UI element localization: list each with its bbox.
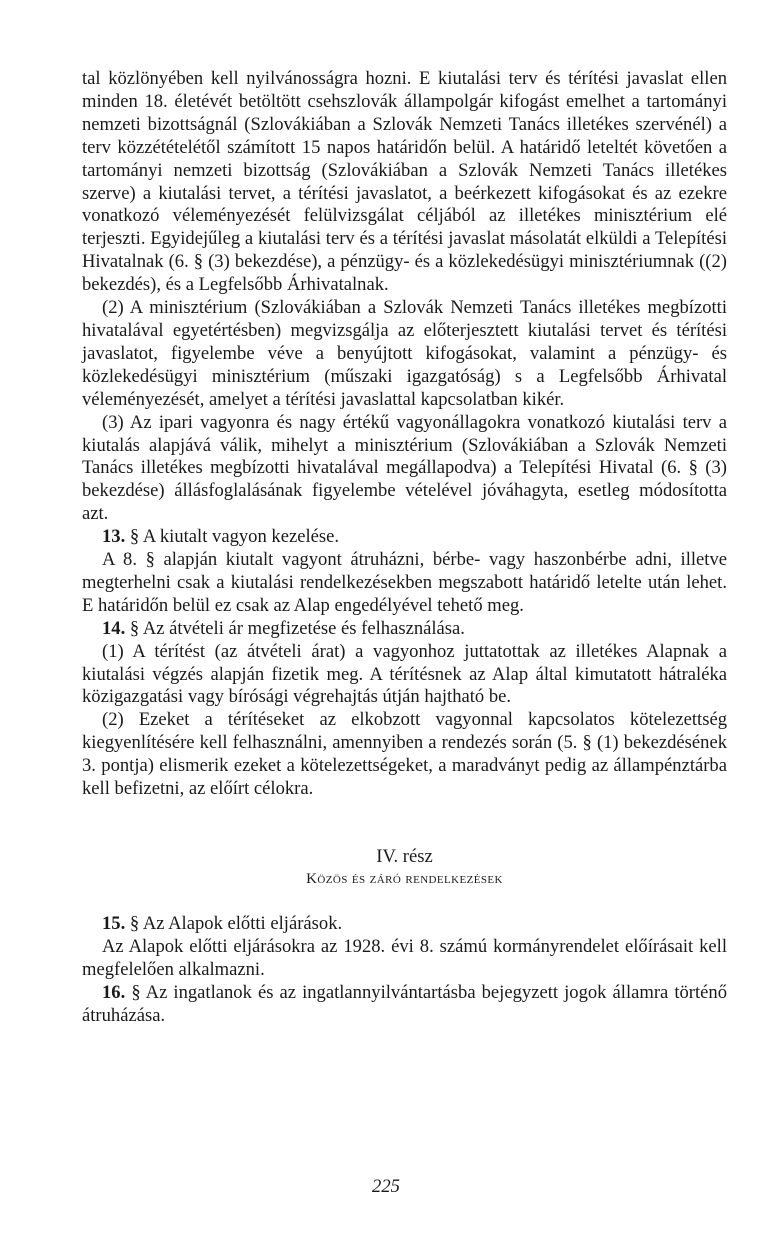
section-15-heading [82, 913, 727, 936]
section-14-heading [82, 618, 727, 641]
paragraph-3: (3) Az ipari vagyonra és nagy értékű vagyonállagokra vonatkozó kiutalási terv a kiutalás alapjává válik, mihelyt a minisztérium (Szlovákiában a Szlovák Nemzeti Tanács illetékes megbízotti hivatalával megállapodva) a Telepítési Hivatal (6. § (3) bekezdése) állásfoglalásának figyelembe vételével jóváhagyta, esetleg módosította azt. [82, 411, 727, 525]
section-13-body: A 8. § alapján kiutalt vagyont átruházni, bérbe- vagy haszonbérbe adni, illetve megterhelni csak a kiutalási rendelkezésekben megszabott határidő letelte után lehet. E határidőn belül ez csak az Alap engedélyével tehető meg. [82, 549, 727, 616]
section-14-number: 14. [102, 617, 126, 639]
section-14-paragraph-1: (1) A térítést (az átvételi árat) a vagyonhoz juttatottak az illetékes Alapnak a kiutalási végzés alapján fizetik meg. A térítésnek az Alap által kimutatott hátraléka közigazgatási vagy bírósági végrehajtás útján hajtható be. [82, 640, 727, 708]
section-13-title: § A kiutalt vagyon kezelése. [129, 526, 340, 548]
paragraph-2: (2) A minisztérium (Szlovákiában a Szlovák Nemzeti Tanács illetékes megbízotti hivatalával egyetértésben) megvizsgálja az előterjesztett kiutalási tervet és térítési javaslatot, figyelembe véve a benyújtott kifogásokat, valamint a pénzügy- és közlekedésügyi minisztérium (műszaki igazgatóság) s a Legfelsőbb Árhivatal véleményezését, amelyet a térítési javaslattal kapcsolatban kikér. [82, 297, 727, 410]
page-number: 225 [372, 1176, 400, 1197]
section-14-paragraph-2: (2) Ezeket a térítéseket az elkobzott vagyonnal kapcsolatos kötelezettség kiegyenlítésére kell felhasználni, amennyiben a rendezés során (5. § (1) bekezdésének 3. pontja) elismerik ezeket a kötelezettségeket, a maradványt pedig az állampénztárba kell befizetni, az előírt célokra. [82, 709, 727, 800]
section-16-title: § Az ingatlanok és az ingatlannyilvántartásba bejegyzett jogok államra történő átruházása. [82, 981, 727, 1026]
section-16-heading [82, 982, 727, 1028]
section-14-title: § Az átvételi ár megfizetése és felhasználása. [129, 617, 465, 639]
document-page [82, 68, 727, 1028]
section-13-heading [82, 526, 727, 549]
section-15-number: 15. [102, 913, 126, 934]
part-title: IV. rész [376, 846, 433, 867]
section-15-body: Az Alapok előtti eljárásokra az 1928. évi 8. számú kormányrendelet előírásait kell megfelelően alkalmazni. [82, 935, 727, 980]
section-16-number: 16. [102, 981, 126, 1003]
part-subtitle: Közös és záró rendelkezések [306, 871, 503, 887]
section-13-number: 13. [102, 526, 126, 548]
section-15-title: § Az Alapok előtti eljárások. [129, 913, 343, 934]
part-heading [82, 845, 727, 891]
paragraph-continuation: tal közlönyében kell nyilvánosságra hozni. E kiutalási terv és térítési javaslat ellen minden 18. életévét betöltött csehszlovák állampolgár kifogást emelhet a tartományi nemzeti bizottságnál (Szlovákiában a Szlovák Nemzeti Tanács illetékes szervénél) a terv közzétételétől számított 15 napos határidőn belül. A határidő leteltét követően a tartományi nemzeti bizottság (Szlovákiában a Szlovák Nemzeti Tanács illetékes szerve) a kiutalási tervet, a térítési javaslatot, a beérkezett kifogásokat és az ezekre vonatkozó véleményezését felülvizsgálat céljából az illetékes minisztérium elé terjeszti. Egyidejűleg a kiutalási terv és a térítési javaslat másolatát elküldi a Telepítési Hivatalnak (6. § (3) bekezdése), a pénzügy- és a közlekedésügyi minisztériumnak ((2) bekezdés), és a Legfelsőbb Árhivatalnak. [82, 68, 727, 296]
